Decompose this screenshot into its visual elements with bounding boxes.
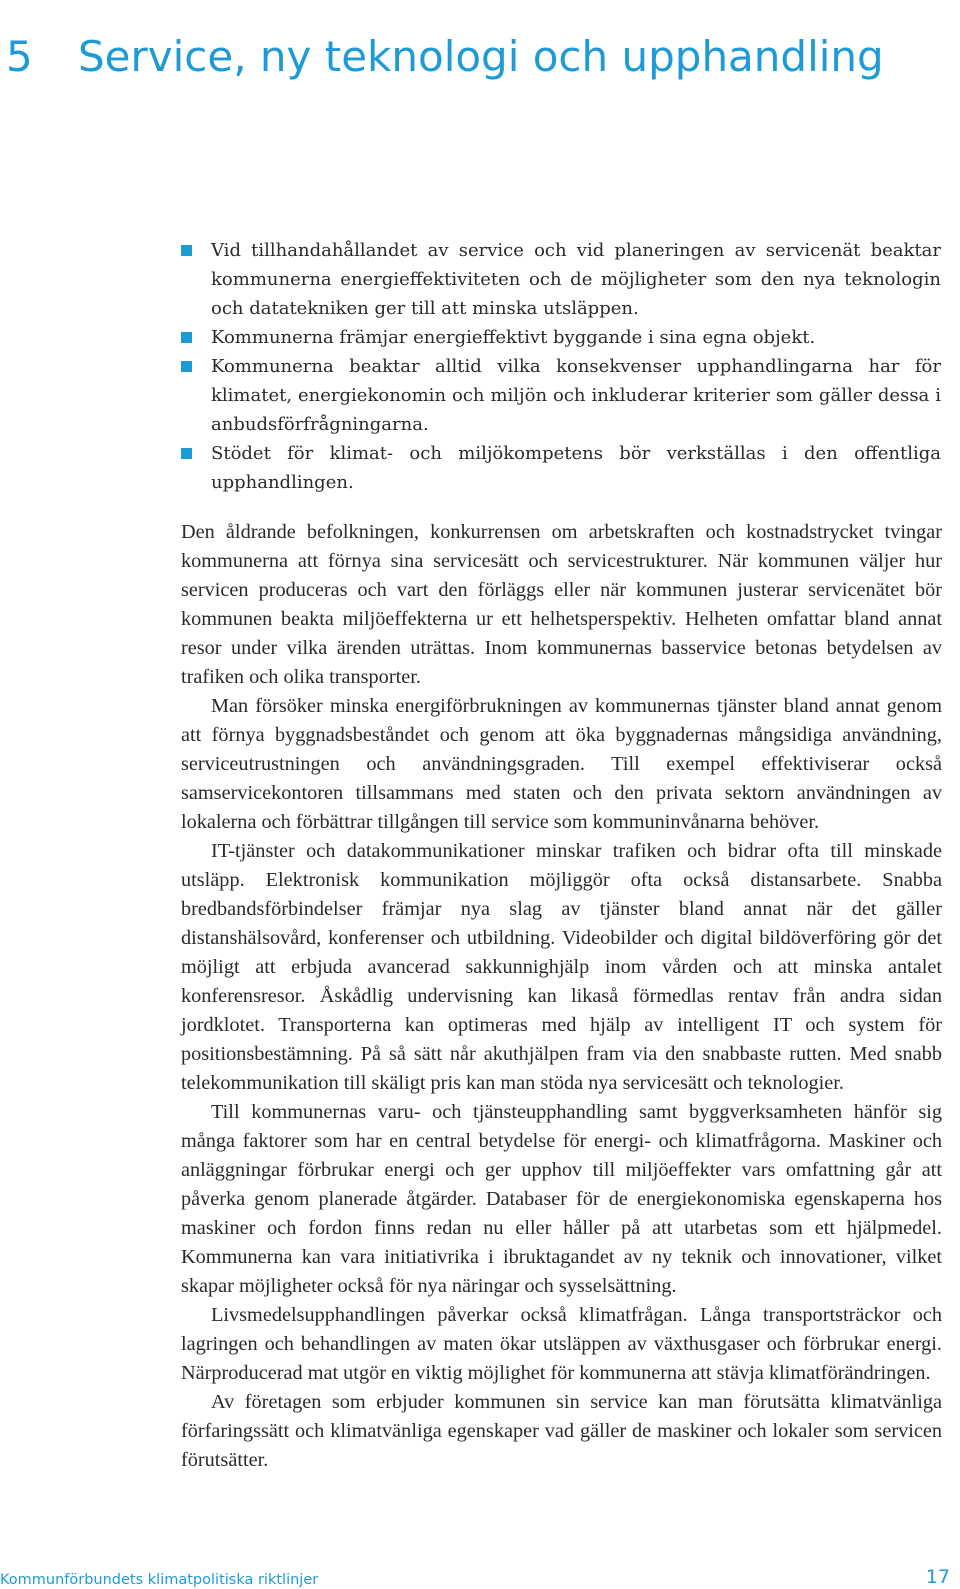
- square-bullet-icon: [181, 361, 192, 372]
- chapter-title: Service, ny teknologi och upphandling: [78, 32, 884, 82]
- list-item-text: Kommunerna främjar energieffektivt byggande i sina egna objekt.: [211, 327, 816, 348]
- list-item: [181, 439, 941, 497]
- chapter-number: 5: [6, 32, 33, 82]
- paragraph: Man försöker minska energiförbrukningen av kommunernas tjänster bland annat genom att förnya byggnadsbeståndet och genom att öka byggnadernas mångsidiga användning, serviceutrustningen och användningsgraden. Till exempel effektiviserar också samservicekontoren tillsammans med staten och den privata sektorn användningen av lokalerna och förbättrar tillgången till service som kommuninvånarna behöver.: [181, 695, 942, 833]
- square-bullet-icon: [181, 245, 192, 256]
- paragraph: Den åldrande befolkningen, konkurrensen om arbetskraften och kostnadstrycket tvingar kommunerna att förnya sina servicesätt och servicestrukturer. När kommunen väljer hur servicen produceras och vart den förläggs eller när kommunen justerar servicenätet bör kommunen beakta miljöeffekterna ur ett helhetsperspektiv. Helheten omfattar bland annat resor under vilka ärenden uträttas. Inom kommunernas basservice betonas betydelsen av trafiken och olika transporter.: [181, 521, 942, 688]
- list-item-text: Kommunerna beaktar alltid vilka konsekvenser upphandlingarna har för klimatet, energiekonomin och miljön och inkluderar kriterier som gäller dessa i anbudsförfrågningarna.: [211, 356, 941, 435]
- list-item: [181, 323, 941, 352]
- list-item-text: Stödet för klimat- och miljökompetens bör verkställas i den offentliga upphandlingen.: [211, 443, 941, 493]
- paragraph: Livsmedelsupphandlingen påverkar också klimatfrågan. Långa transportsträckor och lagringen och behandlingen av maten ökar utsläppen av växthusgaser och förbrukar energi. Närproducerad mat utgör en viktig möjlighet för kommunerna att stävja klimatförändringen.: [181, 1304, 942, 1384]
- key-points-list: [181, 236, 941, 497]
- body-text: [181, 518, 942, 1475]
- paragraph: Av företagen som erbjuder kommunen sin service kan man förutsätta klimatvänliga förfaringssätt och klimatvänliga egenskaper vad gäller de maskiner och lokaler som servicen förutsätter.: [181, 1391, 942, 1471]
- list-item-text: Vid tillhandahållandet av service och vid planeringen av servicenät beaktar kommunerna energieffektiviteten och de möjligheter som den nya teknologin och datatekniken ger till att minska utsläppen.: [211, 240, 941, 319]
- paragraph: Till kommunernas varu- och tjänsteupphandling samt byggverksamheten hänför sig många faktorer som har en central betydelse för energi- och klimatfrågorna. Maskiner och anläggningar förbrukar energi och ger upphov till miljöeffekter vars omfattning går att påverka genom planerade åtgärder. Databaser för de energiekonomiska egenskaperna hos maskiner och fordon finns redan nu eller håller på att utarbetas som ett hjälpmedel. Kommunerna kan vara initiativrika i ibruktagandet av ny teknik och innovationer, vilket skapar möjligheter också för nya näringar och sysselsättning.: [181, 1101, 942, 1297]
- footer-publication-title: Kommunförbundets klimatpolitiska riktlinjer: [0, 1572, 319, 1588]
- page-number: 17: [925, 1566, 950, 1588]
- list-item: [181, 236, 941, 323]
- list-item: [181, 352, 941, 439]
- square-bullet-icon: [181, 448, 192, 459]
- square-bullet-icon: [181, 332, 192, 343]
- paragraph: IT-tjänster och datakommunikationer minskar trafiken och bidrar ofta till minskade utsläpp. Elektronisk kommunikation möjliggör ofta också distansarbete. Snabba bredbandsförbindelser främjar nya slag av tjänster bland annat när det gäller distanshälsovård, konferenser och utbildning. Videobilder och digital bildöverföring gör det möjligt att erbjuda avancerad sakkunnighjälp inom vården och att minska antalet konferensresor. Åskådlig undervisning kan likaså förmedlas rentav från andra sidan jordklotet. Transporterna kan optimeras med hjälp av intelligent IT och system för positionsbestämning. På så sätt når akuthjälpen fram via den snabbaste rutten. Med snabb telekommunikation till skäligt pris kan man stöda nya servicesätt och teknologier.: [181, 840, 942, 1094]
